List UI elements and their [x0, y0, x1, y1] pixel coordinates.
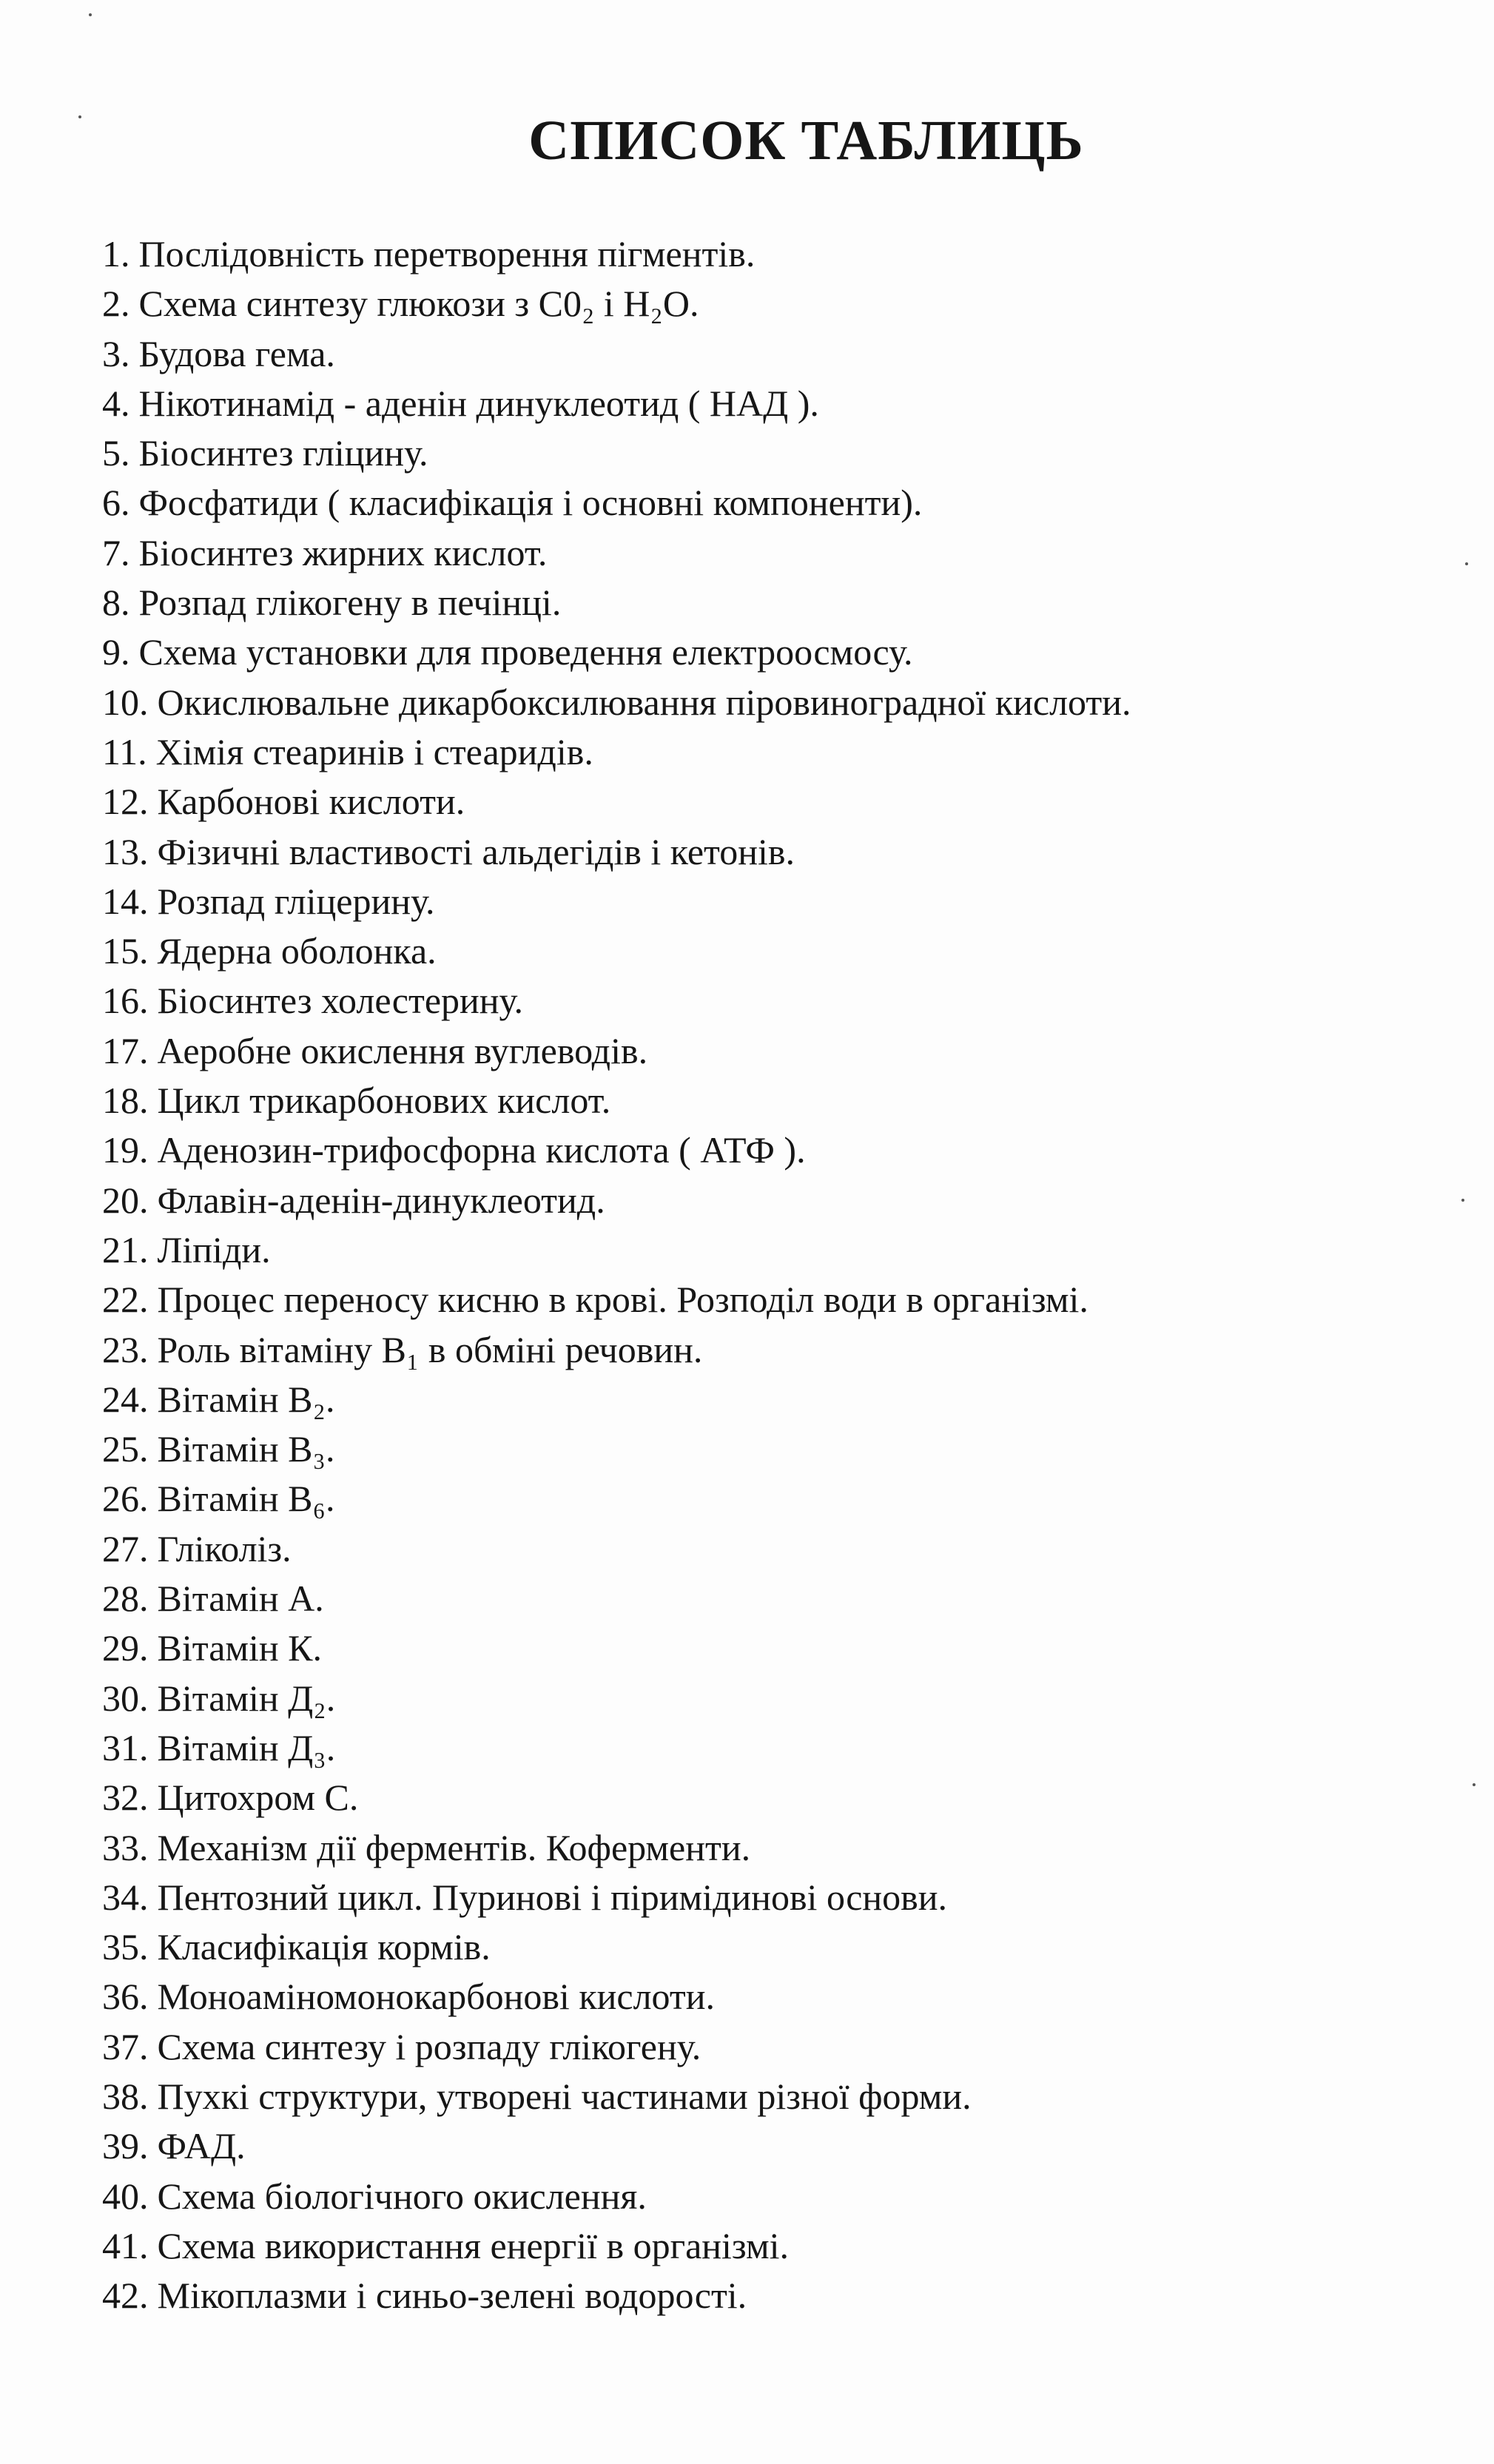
list-item-number: 42. [102, 2275, 149, 2317]
list-item-number: 19. [102, 1129, 149, 1171]
list-item [102, 1524, 1434, 1574]
list-item [102, 1076, 1434, 1125]
list-item-number: 26. [102, 1478, 149, 1520]
list-item-text: Цикл трикарбонових кислот. [157, 1080, 611, 1122]
list-item-number: 27. [102, 1527, 149, 1569]
list-item-number: 22. [102, 1279, 149, 1321]
list-item-text: Моноаміномонокарбонові кислоти. [157, 1976, 715, 2018]
list-item-text: Розпад гліцерину. [157, 880, 435, 922]
list-item-text: Схема синтезу глюкози з С0₂ і Н₂О. [138, 283, 699, 325]
list-item [102, 1325, 1434, 1375]
list-item-text: Вітамін К. [157, 1627, 323, 1669]
list-item-number: 35. [102, 1926, 149, 1968]
scan-speck [1461, 1199, 1464, 1202]
list-item-text: Роль вітаміну В₁ в обміні речовин. [157, 1328, 703, 1370]
list-item [102, 678, 1434, 727]
list-item-number: 36. [102, 1976, 149, 2018]
list-item-number: 15. [102, 930, 149, 972]
list-item-text: Карбонові кислоти. [157, 781, 465, 823]
list-item-number: 33. [102, 1826, 149, 1868]
list-item-text: Гліколіз. [157, 1527, 292, 1569]
list-item [102, 478, 1434, 528]
list-item-text: Пухкі структури, утворені частинами різної форми. [157, 2075, 972, 2117]
list-item [102, 727, 1434, 777]
scan-speck [89, 13, 92, 16]
list-item-number: 24. [102, 1378, 149, 1420]
table-list [102, 229, 1434, 2320]
list-item-number: 30. [102, 1677, 149, 1719]
list-item [102, 877, 1434, 926]
list-item-number: 12. [102, 781, 149, 823]
list-item-text: Послідовність перетворення пігментів. [138, 233, 756, 275]
list-item [102, 379, 1434, 428]
list-item-text: ФАД. [157, 2125, 246, 2167]
list-item-number: 16. [102, 980, 149, 1022]
list-item-number: 34. [102, 1876, 149, 1918]
list-item-number: 29. [102, 1627, 149, 1669]
list-item [102, 1176, 1434, 1225]
list-item-text: Вітамін В₂. [157, 1378, 335, 1420]
list-item [102, 1125, 1434, 1175]
list-item [102, 1773, 1434, 1822]
list-item [102, 1474, 1434, 1524]
list-item [102, 777, 1434, 827]
list-item-text: Процес переносу кисню в крові. Розподіл води в організмі. [157, 1279, 1088, 1321]
list-item [102, 2072, 1434, 2121]
list-item-number: 17. [102, 1029, 149, 1071]
scan-speck [1465, 562, 1468, 565]
list-item [102, 1424, 1434, 1474]
list-item-number: 14. [102, 880, 149, 922]
list-item-text: Класифікація кормів. [157, 1926, 491, 1968]
list-item-number: 20. [102, 1179, 149, 1221]
list-item-text: Цитохром С. [157, 1777, 359, 1819]
list-item-text: Вітамін В₃. [157, 1428, 335, 1470]
list-item-number: 21. [102, 1228, 149, 1270]
list-item-text: Вітамін Д₂. [157, 1677, 336, 1719]
page-title: СПИСОК ТАБЛИЦЬ [528, 110, 1084, 172]
list-item-text: Фізичні властивості альдегідів і кетонів. [157, 830, 795, 872]
list-item [102, 976, 1434, 1026]
list-item [102, 1275, 1434, 1324]
list-item-number: 2. [102, 283, 130, 325]
list-item-number: 8. [102, 582, 130, 624]
list-item-text: Пентозний цикл. Пуринові і піримідинові основи. [157, 1876, 948, 1918]
list-item-text: Нікотинамід - аденін динуклеотид ( НАД ). [138, 382, 819, 424]
list-item [102, 1574, 1434, 1623]
list-item [102, 627, 1434, 677]
list-item [102, 1674, 1434, 1723]
list-item [102, 528, 1434, 578]
list-item [102, 578, 1434, 627]
list-item-text: Ліпіди. [157, 1228, 271, 1270]
list-item [102, 428, 1434, 478]
list-item [102, 926, 1434, 976]
list-item-text: Схема використання енергії в організмі. [157, 2224, 789, 2266]
list-item-text: Аденозин-трифосфорна кислота ( АТФ ). [157, 1129, 806, 1171]
list-item-number: 28. [102, 1578, 149, 1620]
list-item-number: 38. [102, 2075, 149, 2117]
list-item-number: 41. [102, 2224, 149, 2266]
list-item-text: Вітамін Д₃. [157, 1726, 336, 1768]
list-item-text: Окислювальне дикарбоксилювання піровиноградної кислоти. [157, 681, 1131, 723]
list-item-number: 7. [102, 531, 130, 573]
list-item [102, 1823, 1434, 1873]
list-item-number: 25. [102, 1428, 149, 1470]
list-item [102, 1623, 1434, 1673]
list-item-text: Ядерна оболонка. [157, 930, 437, 972]
list-item-text: Схема установки для проведення електроосмосу. [138, 631, 913, 673]
list-item-number: 37. [102, 2025, 149, 2067]
list-item [102, 229, 1434, 279]
list-item-text: Будова гема. [138, 332, 335, 374]
list-item [102, 2172, 1434, 2221]
list-item-number: 1. [102, 233, 130, 275]
list-item [102, 1922, 1434, 1972]
list-item-text: Фосфатиди ( класифікація і основні компоненти). [138, 482, 923, 524]
list-item-number: 18. [102, 1080, 149, 1122]
list-item [102, 1026, 1434, 1076]
list-item [102, 1972, 1434, 2022]
list-item-number: 31. [102, 1726, 149, 1768]
list-item-text: Розпад глікогену в печінці. [138, 582, 562, 624]
list-item-number: 6. [102, 482, 130, 524]
list-item-number: 3. [102, 332, 130, 374]
list-item [102, 2121, 1434, 2171]
list-item [102, 1723, 1434, 1773]
list-item-text: Механізм дії ферментів. Коферменти. [157, 1826, 751, 1868]
list-item-number: 11. [102, 730, 147, 772]
list-item-number: 39. [102, 2125, 149, 2167]
list-item-number: 4. [102, 382, 130, 424]
list-item-number: 40. [102, 2175, 149, 2217]
list-item [102, 2022, 1434, 2072]
list-item [102, 2271, 1434, 2320]
list-item [102, 1873, 1434, 1922]
list-item-text: Біосинтез холестерину. [157, 980, 524, 1022]
list-item-text: Аеробне окислення вуглеводів. [157, 1029, 648, 1071]
list-item [102, 279, 1434, 329]
list-item-text: Вітамін А. [157, 1578, 324, 1620]
list-item [102, 1225, 1434, 1275]
list-item-text: Схема біологічного окислення. [157, 2175, 647, 2217]
list-item [102, 2221, 1434, 2271]
list-item-number: 32. [102, 1777, 149, 1819]
list-item [102, 827, 1434, 877]
list-item-number: 13. [102, 830, 149, 872]
list-item-number: 9. [102, 631, 130, 673]
list-item [102, 1375, 1434, 1424]
list-item-text: Флавін-аденін-динуклеотид. [157, 1179, 605, 1221]
scan-speck [1473, 1783, 1476, 1786]
list-item-text: Біосинтез гліцину. [138, 432, 428, 474]
list-item-text: Вітамін В₆. [157, 1478, 335, 1520]
list-item-text: Біосинтез жирних кислот. [138, 531, 548, 573]
list-item [102, 329, 1434, 379]
list-item-text: Хімія стеаринів і стеаридів. [155, 730, 593, 772]
list-item-text: Схема синтезу і розпаду глікогену. [157, 2025, 701, 2067]
list-item-number: 23. [102, 1328, 149, 1370]
list-item-number: 10. [102, 681, 149, 723]
list-item-number: 5. [102, 432, 130, 474]
list-item-text: Мікоплазми і синьо-зелені водорості. [157, 2275, 747, 2317]
